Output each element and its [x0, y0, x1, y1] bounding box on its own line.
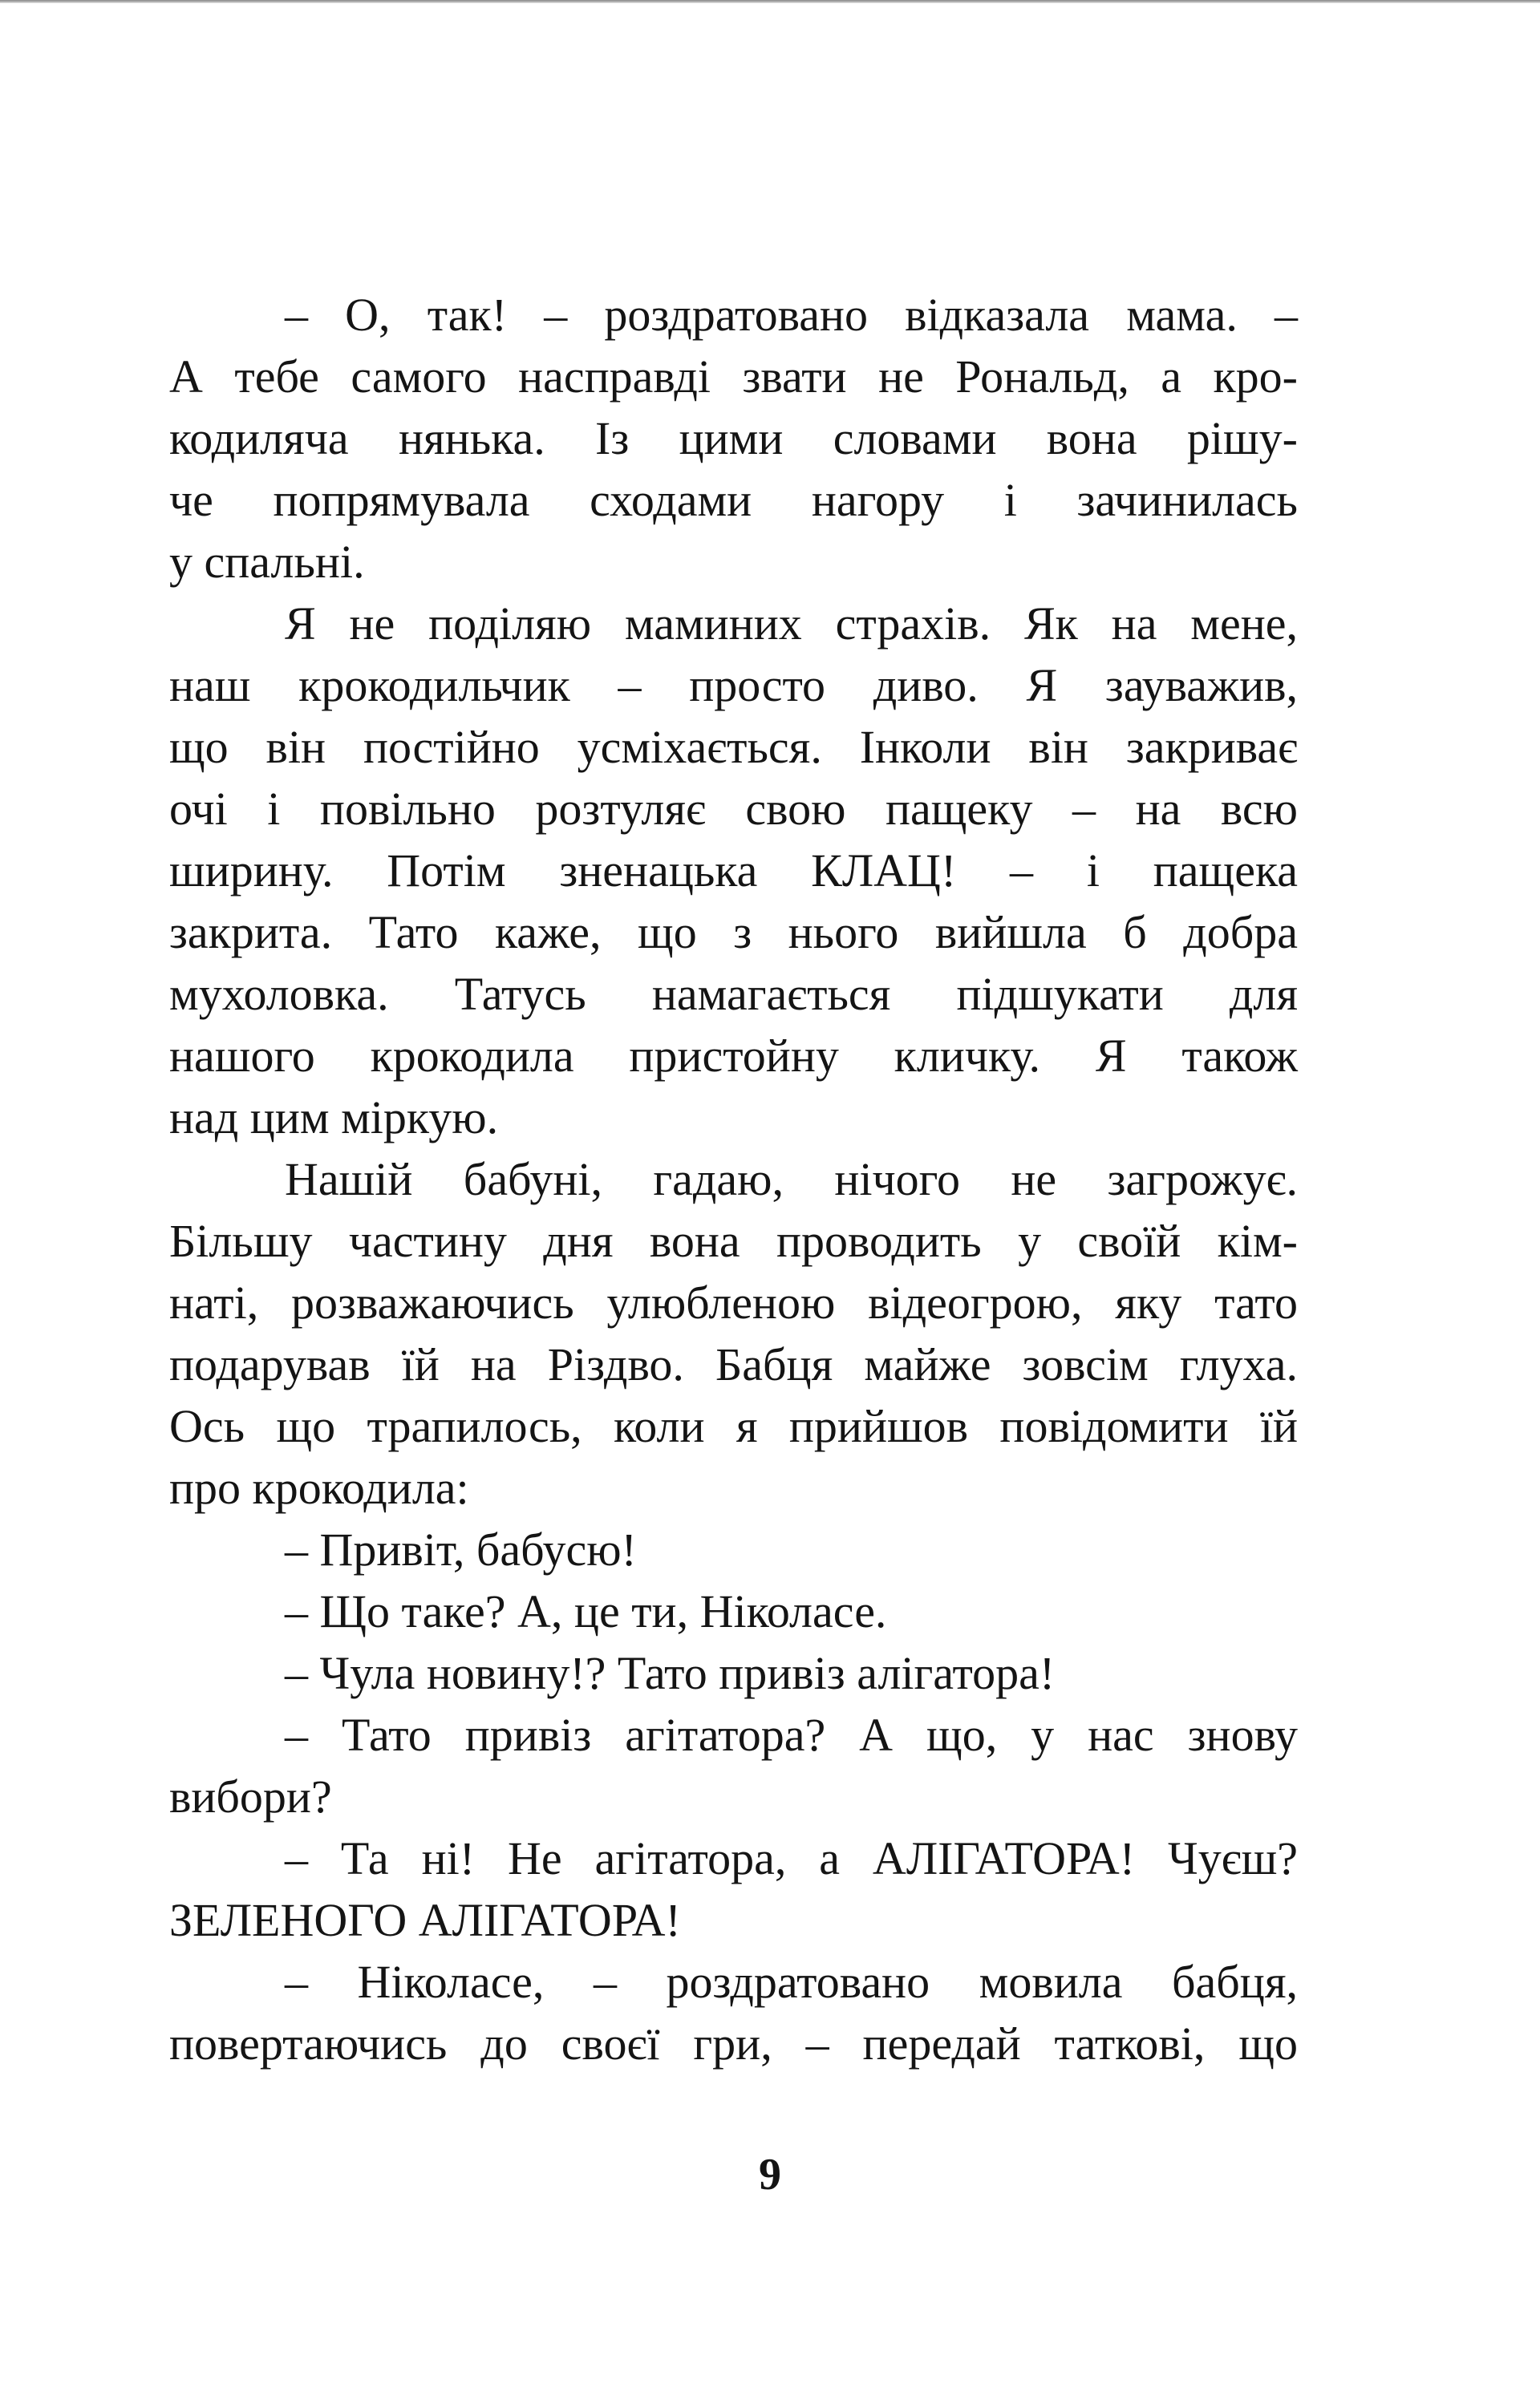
text-line: Нашій бабуні, гадаю, нічого не загрожує.	[285, 1153, 1298, 1205]
text-line: нашого крокодила пристойну кличку. Я також	[169, 1030, 1298, 1082]
text-line: Більшу частину дня вона проводить у своїй кім-	[169, 1215, 1298, 1267]
text-line: мухоловка. Татусь намагається підшукати для	[169, 968, 1298, 1020]
text-line: ширину. Потім зненацька КЛАЦ! – і пащека	[169, 844, 1298, 896]
text-line: че попрямувала сходами нагору і зачинилась	[169, 474, 1298, 526]
page-number: 9	[759, 2150, 781, 2200]
text-line: – Що таке? А, це ти, Ніколасе.	[285, 1585, 887, 1637]
text-line: – О, так! – роздратовано відказала мама. –	[285, 289, 1298, 341]
text-line: кодиляча нянька. Із цими словами вона рішу-	[169, 412, 1298, 464]
text-line: очі і повільно розтуляє свою пащеку – на всю	[169, 783, 1298, 835]
text-line: над цим міркую.	[169, 1091, 499, 1143]
text-line: Ось що трапилось, коли я прийшов повідомити їй	[169, 1400, 1298, 1452]
top-border	[0, 0, 1540, 3]
text-line: вибори?	[169, 1771, 332, 1823]
text-line: – Чула новину!? Тато привіз алігатора!	[285, 1647, 1056, 1699]
text-line: що він постійно усміхається. Інколи він закриває	[169, 721, 1298, 773]
page-body-text	[169, 284, 1298, 2074]
text-line: А тебе самого насправді звати не Рональд, а кро-	[169, 350, 1298, 403]
text-line: – Ніколасе, – роздратовано мовила бабця,	[285, 1956, 1298, 2008]
text-line: – Тато привіз агітатора? А що, у нас знову	[285, 1709, 1298, 1761]
text-line: ЗЕЛЕНОГО АЛІГАТОРА!	[169, 1894, 681, 1946]
text-line: про крокодила:	[169, 1462, 469, 1514]
text-line: наш крокодильчик – просто диво. Я зауважив,	[169, 659, 1298, 711]
text-line: закрита. Тато каже, що з нього вийшла б добра	[169, 906, 1298, 958]
text-line: – Привіт, бабусю!	[285, 1524, 637, 1576]
text-line: подарував їй на Різдво. Бабця майже зовсім глуха.	[169, 1338, 1298, 1390]
text-line: – Та ні! Не агітатора, а АЛІГАТОРА! Чуєш?	[285, 1832, 1298, 1884]
text-line: у спальні.	[169, 536, 365, 588]
text-line: Я не поділяю маминих страхів. Як на мене,	[285, 597, 1298, 650]
text-line: наті, розважаючись улюбленою відеогрою, яку тато	[169, 1277, 1298, 1329]
text-line: повертаючись до своєї гри, – передай таткові, що	[169, 2017, 1298, 2070]
